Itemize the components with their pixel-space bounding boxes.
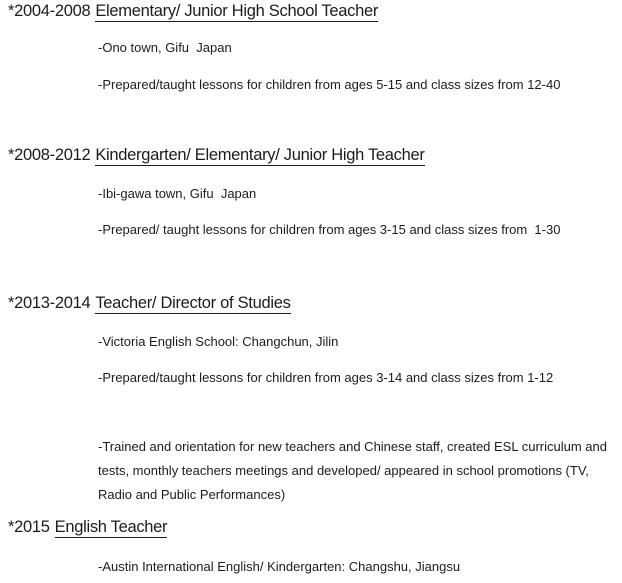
job-period-3: *2013-2014 (8, 294, 91, 312)
job-title-1: Elementary/ Junior High School Teacher (95, 2, 379, 20)
job-title-4: English Teacher (54, 518, 168, 536)
job-period-4: *2015 (8, 518, 50, 536)
job-title-3: Teacher/ Director of Studies (95, 294, 291, 312)
job-2-duty: -Prepared/ taught lessons for children from ages 3-15 and class sizes from 1-30 (98, 222, 561, 237)
job-2-location: -Ibi-gawa town, Gifu Japan (98, 186, 257, 201)
job-heading-2 (8, 145, 425, 165)
job-1-duty: -Prepared/taught lessons for children from ages 5-15 and class sizes from 12-40 (98, 77, 561, 92)
job-3-duty-extended: -Trained and orientation for new teachers and Chinese staff, created ESL curriculum and tests, monthly teachers meetings and developed/ appeared in school promotions (TV, Radio and Public Performances) (98, 439, 611, 502)
job-heading-1 (8, 1, 378, 21)
job-1-location: -Ono town, Gifu Japan (98, 40, 232, 55)
job-period-1: *2004-2008 (8, 2, 91, 20)
job-period-2: *2008-2012 (8, 146, 91, 164)
job-title-2: Kindergarten/ Elementary/ Junior High Teacher (95, 146, 425, 164)
job-3-duty: -Prepared/taught lessons for children from ages 3-14 and class sizes from 1-12 (98, 370, 554, 385)
job-heading-4 (8, 517, 167, 537)
job-4-location: -Austin International English/ Kindergarten: Changshu, Jiangsu (98, 559, 461, 574)
job-heading-3 (8, 293, 291, 313)
job-3-location: -Victoria English School: Changchun, Jilin (98, 334, 339, 349)
